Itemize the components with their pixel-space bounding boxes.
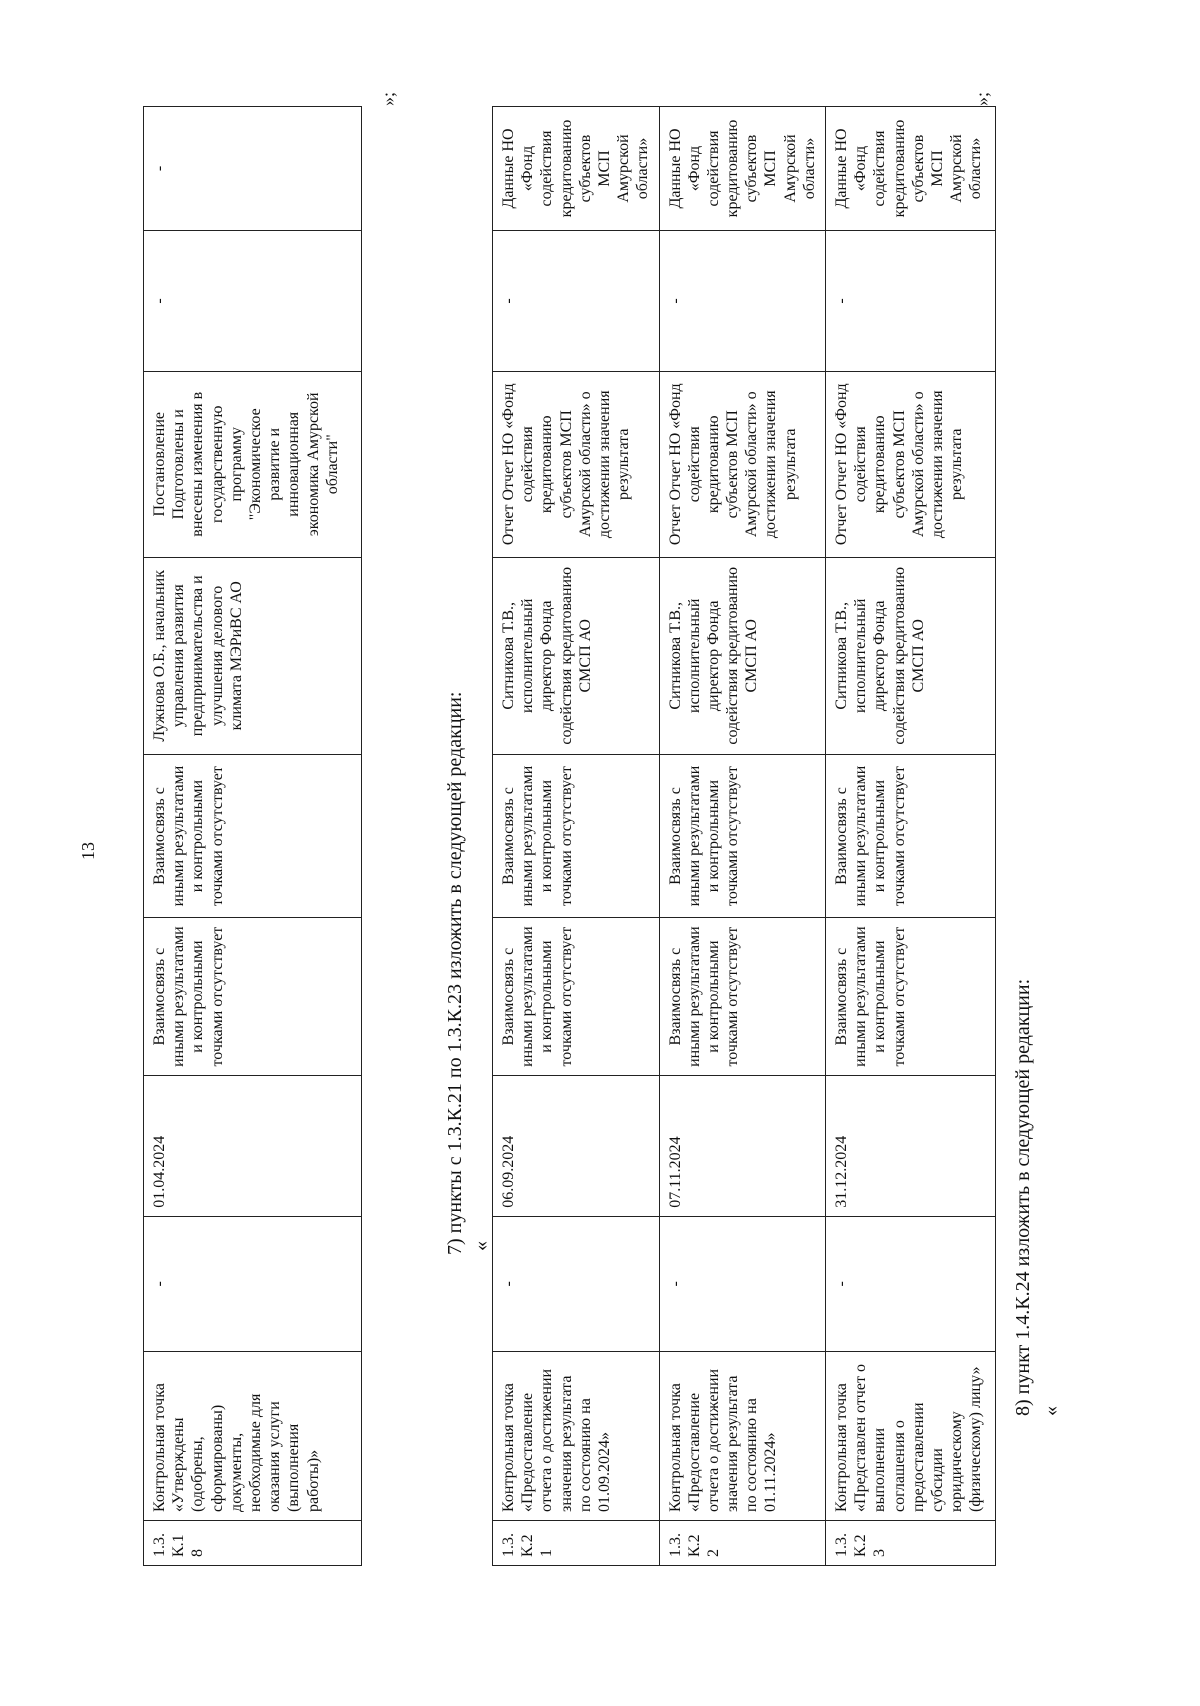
closing-quote-1: »; [378,91,398,106]
table-row [659,107,826,1566]
cell-result-type: Отчет Отчет НО «Фонд содействия кредитованию субъектов МСП Амурской области» о достижении значения результата [826,371,996,557]
open-quote-8: « [1040,1406,1062,1416]
cell-start-date: - [826,1216,996,1351]
cell-number: 1.3. К.21 [493,1520,660,1565]
cell-name: Контрольная точка «Утверждены (одобрены, сформированы) документы, необходимые для оказания услуги (выполнения работы)» [144,1351,362,1520]
cell-start-date: - [659,1216,826,1351]
cell-number: 1.3. К.22 [659,1520,826,1565]
cell-info-system: - [144,230,362,371]
cell-info-system: - [659,230,826,371]
closing-quote-2: »; [972,91,992,106]
cell-predecessor: Взаимосвязь с иными результатами и контрольными точками отсутствует [826,918,996,1076]
cell-end-date: 06.09.2024 [493,1075,660,1216]
table-2 [492,106,996,1566]
cell-name: Контрольная точка «Представлен отчет о выполнении соглашения о предоставлении субсидии юридическому (физическому) лицу» [826,1351,996,1520]
cell-end-date: 07.11.2024 [659,1075,826,1216]
cell-source: Данные НО «Фонд содействия кредитованию субъектов МСП Амурской области» [826,107,996,231]
cell-responsible: Ситникова Т.В., исполнительный директор Фонда содействия кредитованию СМСП АО [493,557,660,754]
table-1-body [144,107,362,1566]
cell-predecessor: Взаимосвязь с иными результатами и контрольными точками отсутствует [144,918,362,1076]
cell-start-date: - [144,1216,362,1351]
page-number: 13 [78,842,98,860]
cell-predecessor: Взаимосвязь с иными результатами и контрольными точками отсутствует [493,918,660,1076]
cell-name: Контрольная точка «Предоставление отчета о достижении значения результата по состоянию на 01.11.2024» [659,1351,826,1520]
table-2-body [493,107,996,1566]
cell-start-date: - [493,1216,660,1351]
cell-end-date: 01.04.2024 [144,1075,362,1216]
paragraph-8: 8) пункт 1.4.К.24 изложить в следующей редакции: [1012,978,1034,1416]
cell-number: 1.3. К.23 [826,1520,996,1565]
table-row [493,107,660,1566]
cell-successor: Взаимосвязь с иными результатами и контрольными точками отсутствует [659,754,826,917]
cell-result-type: Отчет Отчет НО «Фонд содействия кредитованию субъектов МСП Амурской области» о достижении значения результата [493,371,660,557]
cell-result-type: Отчет Отчет НО «Фонд содействия кредитованию субъектов МСП Амурской области» о достижении значения результата [659,371,826,557]
cell-source: - [144,107,362,231]
cell-predecessor: Взаимосвязь с иными результатами и контрольными точками отсутствует [659,918,826,1076]
cell-successor: Взаимосвязь с иными результатами и контрольными точками отсутствует [493,754,660,917]
open-quote-7: « [470,1241,492,1251]
cell-source: Данные НО «Фонд содействия кредитованию субъектов МСП Амурской области» [493,107,660,231]
cell-info-system: - [826,230,996,371]
cell-end-date: 31.12.2024 [826,1075,996,1216]
cell-info-system: - [493,230,660,371]
cell-source: Данные НО «Фонд содействия кредитованию субъектов МСП Амурской области» [659,107,826,231]
cell-name: Контрольная точка «Предоставление отчета о достижении значения результата по состоянию на 01.09.2024» [493,1351,660,1520]
table-row [826,107,996,1566]
cell-successor: Взаимосвязь с иными результатами и контрольными точками отсутствует [144,754,362,917]
cell-successor: Взаимосвязь с иными результатами и контрольными точками отсутствует [826,754,996,917]
cell-result-type: Постановление Подготовлены и внесены изменения в государственную программу "Экономическое развитие и инновационная экономика Амурской области" [144,371,362,557]
cell-number: 1.3. К.18 [144,1520,362,1565]
table-row [144,107,362,1566]
cell-responsible: Ситникова Т.В., исполнительный директор Фонда содействия кредитованию СМСП АО [659,557,826,754]
cell-responsible: Лужнова О.Б., начальник управления развития предпринимательства и улучшения делового климата МЭРиВС АО [144,557,362,754]
paragraph-7: 7) пункты с 1.3.К.21 по 1.3.К.23 изложить в следующей редакции: [444,691,466,1255]
table-1 [143,106,362,1566]
cell-responsible: Ситникова Т.В., исполнительный директор Фонда содействия кредитованию СМСП АО [826,557,996,754]
